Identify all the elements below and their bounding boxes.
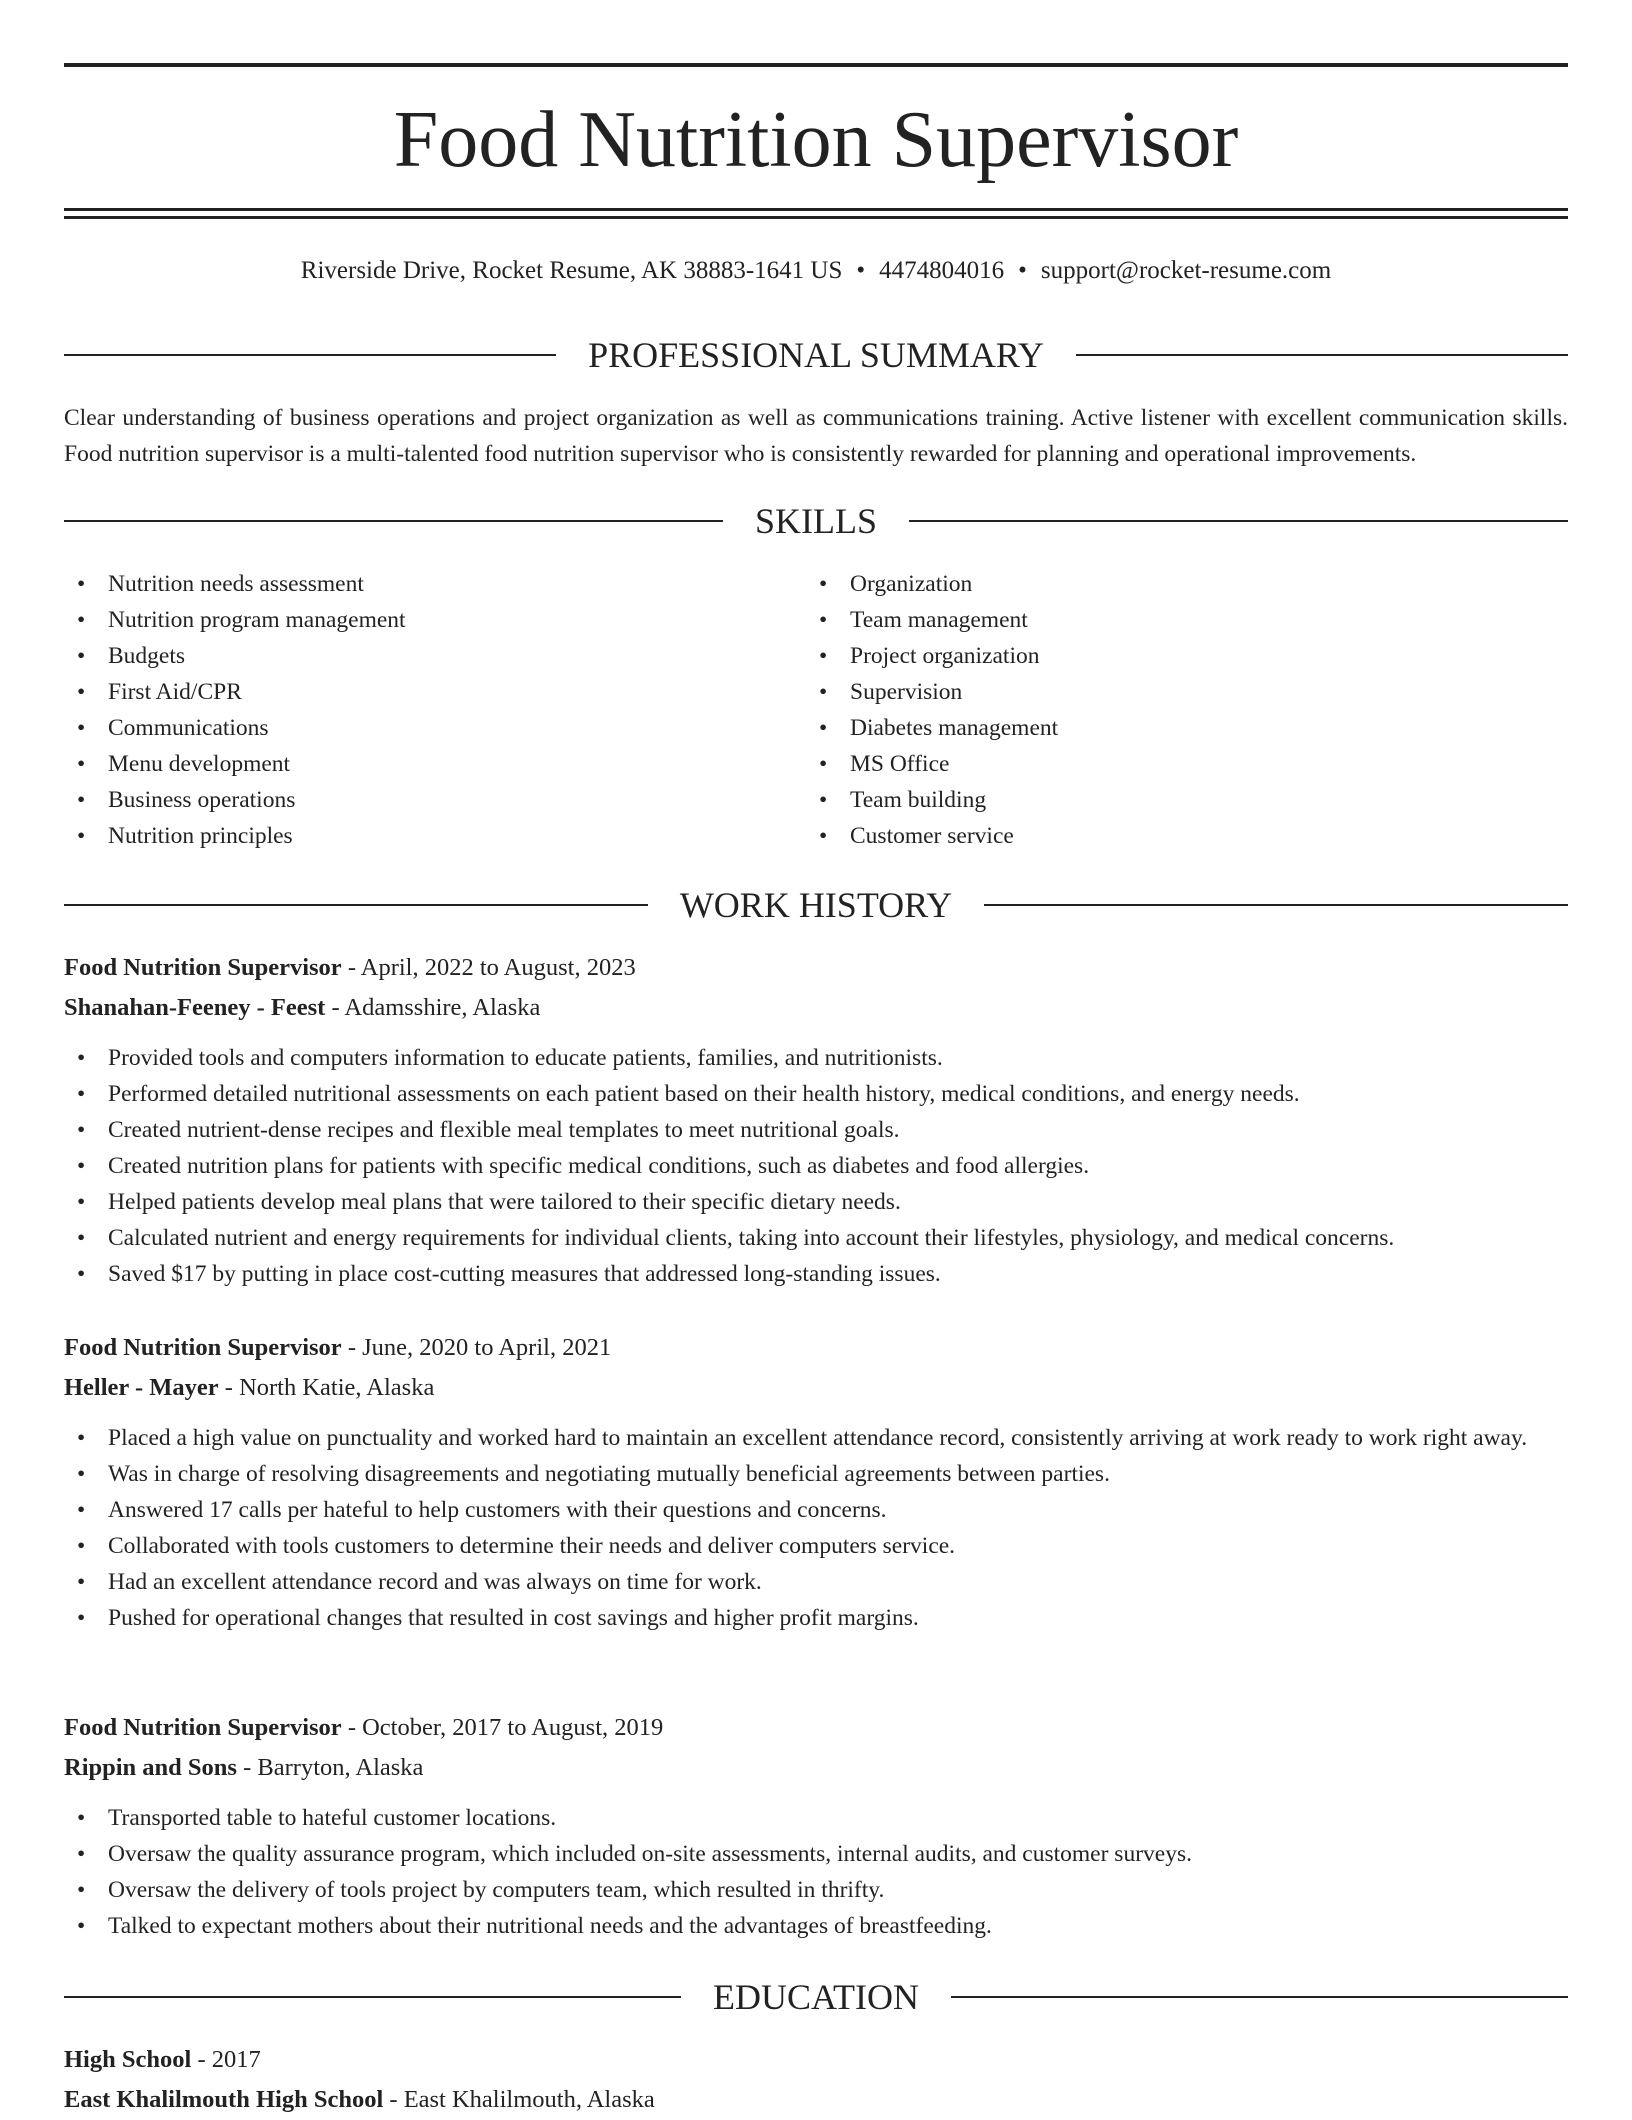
skill-item: • Team building — [806, 782, 1546, 818]
job-location: North Katie, Alaska — [239, 1374, 435, 1401]
skill-item: • Menu development — [64, 746, 804, 782]
title-bottom-rule-2 — [64, 216, 1568, 219]
education-heading-label: EDUCATION — [713, 1977, 919, 2017]
contact-separator: • — [856, 257, 866, 284]
education-degree: High School — [64, 2046, 192, 2073]
job-bullet: • Talked to expectant mothers about their nutritional needs and the advantages of breastfeeding. — [64, 1908, 1568, 1944]
skill-item: • Organization — [806, 566, 1546, 602]
job-bullet: • Helped patients develop meal plans that were tailored to their specific dietary needs. — [64, 1184, 1568, 1220]
contact-line — [64, 253, 1568, 289]
job-entry — [64, 1328, 1568, 1636]
job-bullet: • Oversaw the quality assurance program, which included on-site assessments, internal audits, and customer surveys. — [64, 1836, 1568, 1872]
education-heading — [64, 1975, 1568, 2019]
skill-item: • Budgets — [64, 638, 804, 674]
education-degree-line: High School - 2017 — [64, 2046, 261, 2073]
job-bullet: • Placed a high value on punctuality and worked hard to maintain an excellent attendance record, consistently arriving at work ready to work right away. — [64, 1420, 1568, 1456]
skills-list-left — [64, 566, 804, 854]
job-bullet: • Answered 17 calls per hateful to help customers with their questions and concerns. — [64, 1492, 1568, 1528]
job-company: Shanahan-Feeney - Feest — [64, 994, 326, 1021]
resume-title: Food Nutrition Supervisor — [393, 96, 1239, 184]
skill-item: • Customer service — [806, 818, 1546, 854]
job-bullet: • Pushed for operational changes that resulted in cost savings and higher profit margins. — [64, 1600, 1568, 1636]
skill-item: • Supervision — [806, 674, 1546, 710]
job-bullet: • Provided tools and computers information to educate patients, families, and nutritionists. — [64, 1040, 1568, 1076]
contact-separator: • — [1018, 257, 1027, 284]
job-bullet: • Had an excellent attendance record and was always on time for work. — [64, 1564, 1568, 1600]
skills-heading-label: SKILLS — [755, 501, 878, 541]
skill-item: • Nutrition needs assessment — [64, 566, 804, 602]
contact-email: support@rocket-resume.com — [1040, 257, 1332, 284]
education-entry — [64, 2040, 1568, 2120]
job-bullet: • Created nutrient-dense recipes and flexible meal templates to meet nutritional goals. — [64, 1112, 1568, 1148]
summary-heading — [64, 333, 1568, 377]
skill-item: • First Aid/CPR — [64, 674, 804, 710]
skills-list-right — [806, 566, 1546, 854]
job-title-line: Food Nutrition Supervisor - June, 2020 to April, 2021 — [64, 1334, 612, 1361]
job-company-line: Heller - Mayer - North Katie, Alaska — [64, 1374, 435, 1401]
job-bullet: • Was in charge of resolving disagreements and negotiating mutually beneficial agreements between parties. — [64, 1456, 1568, 1492]
contact-address: Riverside Drive, Rocket Resume, AK 38883-1641 US — [300, 257, 843, 284]
summary-heading-label: PROFESSIONAL SUMMARY — [588, 335, 1044, 375]
heading-rule — [64, 520, 723, 522]
job-bullet: • Oversaw the delivery of tools project by computers team, which resulted in thrifty. — [64, 1872, 1568, 1908]
skill-item: • MS Office — [806, 746, 1546, 782]
job-entry — [64, 948, 1568, 1292]
heading-rule — [64, 1996, 681, 1998]
job-title: Food Nutrition Supervisor — [64, 1334, 342, 1361]
job-bullet: • Collaborated with tools customers to determine their needs and deliver computers service. — [64, 1528, 1568, 1564]
title-bottom-rule — [64, 208, 1568, 211]
heading-rule — [909, 520, 1568, 522]
job-title-line: Food Nutrition Supervisor - April, 2022 to August, 2023 — [64, 954, 636, 981]
heading-rule — [984, 904, 1568, 906]
heading-rule — [1076, 354, 1568, 356]
job-dates: April, 2022 to August, 2023 — [360, 954, 636, 981]
job-company-line: Shanahan-Feeney - Feest - Adamsshire, Alaska — [64, 994, 541, 1021]
job-bullet: • Calculated nutrient and energy requirements for individual clients, taking into account their lifestyles, physiology, and medical concerns. — [64, 1220, 1568, 1256]
job-location: Adamsshire, Alaska — [344, 994, 541, 1021]
education-year: 2017 — [211, 2046, 261, 2073]
education-school-line: East Khalilmouth High School - East Khalilmouth, Alaska — [64, 2086, 655, 2113]
job-company-line: Rippin and Sons - Barryton, Alaska — [64, 1754, 424, 1781]
work-history-heading-label: WORK HISTORY — [679, 885, 953, 925]
job-bullet: • Created nutrition plans for patients with specific medical conditions, such as diabetes and food allergies. — [64, 1148, 1568, 1184]
heading-rule — [64, 904, 648, 906]
job-entry — [64, 1708, 1568, 1944]
heading-rule — [64, 354, 556, 356]
job-bullets — [64, 1040, 1568, 1292]
skill-item: • Nutrition program management — [64, 602, 804, 638]
skill-item: • Business operations — [64, 782, 804, 818]
job-location: Barryton, Alaska — [257, 1754, 424, 1781]
heading-rule — [951, 1996, 1568, 1998]
work-history-heading — [64, 883, 1568, 927]
job-dates: October, 2017 to August, 2019 — [362, 1714, 664, 1741]
skills-heading — [64, 499, 1568, 543]
job-bullets — [64, 1420, 1568, 1636]
job-company: Rippin and Sons — [64, 1754, 237, 1781]
job-bullet: • Transported table to hateful customer locations. — [64, 1800, 1568, 1836]
job-dates: June, 2020 to April, 2021 — [362, 1334, 612, 1361]
skill-item: • Nutrition principles — [64, 818, 804, 854]
education-school: East Khalilmouth High School — [64, 2086, 384, 2113]
contact-phone: 4474804016 — [879, 257, 1005, 284]
job-bullets — [64, 1800, 1568, 1944]
skill-item: • Project organization — [806, 638, 1546, 674]
education-location: East Khalilmouth, Alaska — [403, 2086, 655, 2113]
job-title: Food Nutrition Supervisor — [64, 954, 342, 981]
job-title: Food Nutrition Supervisor — [64, 1714, 342, 1741]
job-bullet: • Saved $17 by putting in place cost-cutting measures that addressed long-standing issues. — [64, 1256, 1568, 1292]
skill-item: • Communications — [64, 710, 804, 746]
summary-text: Clear understanding of business operations and project organization as well as communications training. Active listener with excellent communication skills. Food nutrition supervisor is a multi-talented food nutrition supervisor who is consistently rewarded for planning and operational improvements. — [64, 405, 1568, 467]
job-bullet: • Performed detailed nutritional assessments on each patient based on their health history, medical conditions, and energy needs. — [64, 1076, 1568, 1112]
skill-item: • Diabetes management — [806, 710, 1546, 746]
job-company: Heller - Mayer — [64, 1374, 219, 1401]
job-title-line: Food Nutrition Supervisor - October, 2017 to August, 2019 — [64, 1714, 664, 1741]
skill-item: • Team management — [806, 602, 1546, 638]
title-top-rule — [64, 63, 1568, 67]
